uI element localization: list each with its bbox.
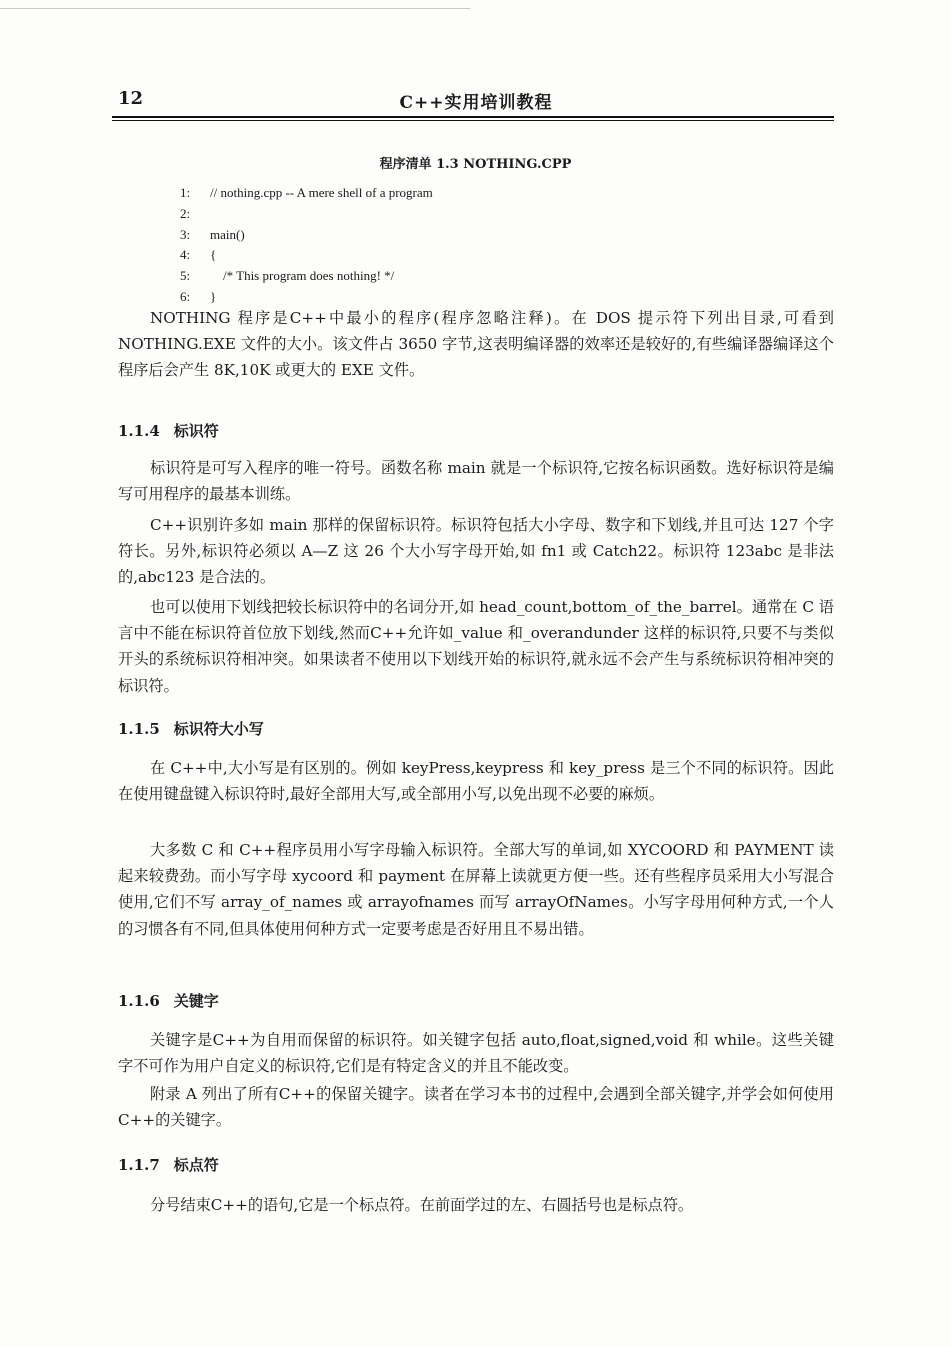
code-line (180, 183, 433, 204)
running-title: C++实用培训教程 (399, 93, 553, 113)
section-number: 1.1.6 (118, 992, 160, 1010)
paragraph: 也可以使用下划线把较长标识符中的名词分开,如 head_count,bottom_of_the_barrel。通常在 C 语言中不能在标识符首位放下划线,然而C++允许如_value 和_overandunder 这样的标识符,只要不与类似开头的系统标识符相冲突。如果读者不使用以下划线开始的标识符,就永远不会产生与系统标识符相冲突的标识符。 (118, 598, 834, 695)
line-number: 2: (180, 205, 191, 221)
header-rule-thin (112, 120, 834, 121)
line-number: 4: (180, 247, 191, 263)
scan-top-edge (0, 8, 470, 9)
section-heading-1-1-7 (118, 1154, 219, 1176)
page-header (118, 88, 834, 114)
section-heading-1-1-4 (118, 420, 219, 442)
section-title: 标识符 (173, 422, 219, 440)
paragraph: 标识符是可写入程序的唯一符号。函数名称 main 就是一个标识符,它按名标识函数。选好标识符是编写可用程序的最基本训练。 (118, 459, 834, 504)
section-title: 标识符大小写 (173, 720, 264, 738)
listing-caption: 程序清单 1.3 NOTHING.CPP (379, 157, 572, 172)
code-text: main() (210, 226, 245, 242)
code-line (180, 245, 433, 266)
line-number: 6: (180, 288, 191, 304)
code-line (180, 225, 433, 246)
code-text: { (210, 247, 217, 263)
section-number: 1.1.7 (118, 1156, 160, 1174)
header-rule-thick (112, 116, 834, 118)
code-listing (180, 183, 433, 308)
paragraph: C++识别许多如 main 那样的保留标识符。标识符包括大小字母、数字和下划线,并且可达 127 个字符长。另外,标识符必须以 A—Z 这 26 个大小写字母开始,如 fn1 或 Catch22。标识符 123abc 是非法的,abc123 是合法的。 (118, 516, 834, 587)
line-number: 3: (180, 226, 191, 242)
section-number: 1.1.4 (118, 422, 160, 440)
line-number: 1: (180, 185, 191, 200)
page-number: 12 (118, 88, 144, 109)
paragraph: 大多数 C 和 C++程序员用小写字母输入标识符。全部大写的单词,如 XYCOORD 和 PAYMENT 读起来较费劲。而小写字母 xycoord 和 payment 在屏幕上读就更方便一些。还有些程序员采用大小写混合使用,它们不写 array_of_names 或 arrayofnames 而写 arrayOfNames。小写字母用何种方式,一个人的习惯各有不同,但具体使用何种方式一定要考虑是否好用且不易出错。 (118, 841, 834, 938)
section-title: 关键字 (173, 992, 219, 1010)
section-title: 标点符 (173, 1156, 219, 1174)
code-text: } (210, 288, 217, 304)
intro-paragraph: NOTHING 程序是C++中最小的程序(程序忽略注释)。在 DOS 提示符下列出目录,可看到 NOTHING.EXE 文件的大小。该文件占 3650 字节,这表明编译器的效率还是较好的,有些编译器编译这个程序后会产生 8K,10K 或更大的 EXE 文件。 (118, 309, 834, 380)
line-number: 5: (180, 268, 191, 284)
code-line (180, 204, 433, 225)
paragraph: 分号结束C++的语句,它是一个标点符。在前面学过的左、右圆括号也是标点符。 (150, 1196, 694, 1214)
paragraph: 关键字是C++为自用而保留的标识符。如关键字包括 auto,float,signed,void 和 while。这些关键字不可作为用户自定义的标识符,它们是有特定含义的并且不能改变。 (118, 1031, 834, 1076)
code-text: /* This program does nothing! */ (210, 268, 395, 284)
paragraph: 在 C++中,大小写是有区别的。例如 keyPress,keypress 和 key_press 是三个不同的标识符。因此在使用键盘键入标识符时,最好全部用大写,或全部用小写,以免出现不必要的麻烦。 (118, 759, 834, 804)
code-text: // nothing.cpp -- A mere shell of a program (210, 185, 433, 200)
section-heading-1-1-6 (118, 990, 219, 1012)
paragraph: 附录 A 列出了所有C++的保留关键字。读者在学习本书的过程中,会遇到全部关键字,并学会如何使用C++的关键字。 (118, 1085, 834, 1130)
code-line (180, 266, 433, 287)
section-number: 1.1.5 (118, 720, 160, 738)
section-heading-1-1-5 (118, 718, 264, 740)
